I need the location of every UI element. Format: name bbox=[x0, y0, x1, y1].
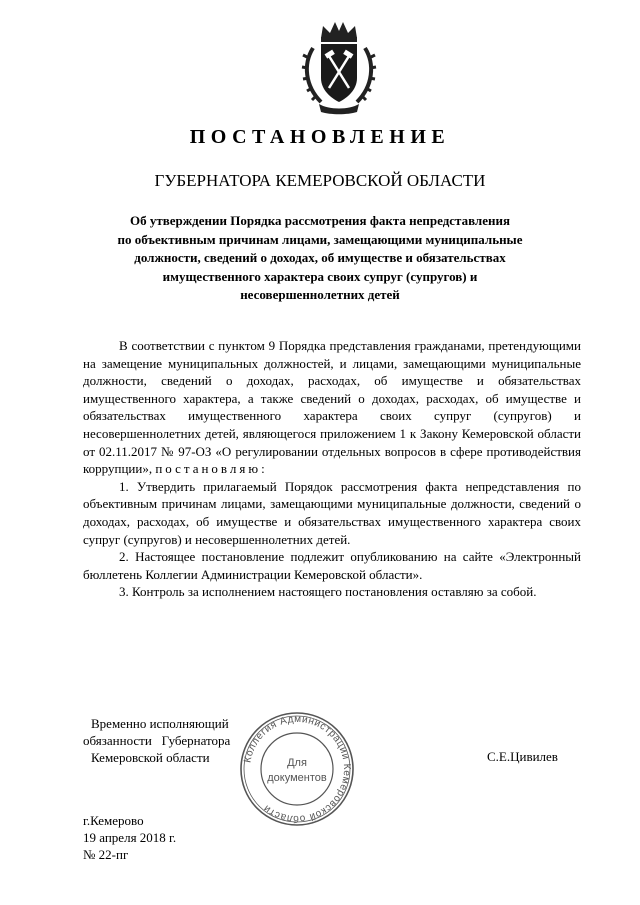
place-and-date bbox=[83, 812, 176, 863]
decree-item-1: 1. Утвердить прилагаемый Порядок рассмотрения факта непредставления по объективным причинам лицами, замещающими муниципальные должности, сведений о доходах, расходах, об имуществе и обязательствах имущественного характера своих супруг (супругов) и несовершеннолетних детей. bbox=[83, 478, 581, 547]
document-type-heading: ПОСТАНОВЛЕНИЕ bbox=[189, 126, 451, 148]
svg-text:Коллегия Администрации Кемеров bbox=[242, 714, 352, 825]
title-line: Об утверждении Порядка рассмотрения факта непредставления bbox=[129, 213, 511, 228]
coat-of-arms-emblem bbox=[299, 18, 379, 116]
title-line: должности, сведений о доходах, об имуществе и обязательствах bbox=[134, 250, 506, 266]
title-line: по объективным причинам лицами, замещающими муниципальные bbox=[117, 231, 523, 247]
decree-word: постановляю: bbox=[155, 461, 268, 477]
stamp-outer-text: Коллегия Администрации Кемеровской области bbox=[242, 713, 353, 825]
document-body bbox=[83, 337, 581, 601]
preamble-text: В соответствии с пунктом 9 Порядка представления гражданами, претендующими на замещение муниципальных должностей, и лицами, замещающими муниципальные должности, сведений о доходах, расходах, об имуществе и обязательствах имущественного характера, а также сведений о доходах, расходах, об имуществе и обязательствах имущественного характера своих супруг (супругов) и несовершеннолетних детей, являющегося приложением 1 к Закону Кемеровской области от 02.11.2017 № 97-ОЗ «О регулировании отдельных вопросов в сфере противодействия коррупции», bbox=[83, 338, 581, 477]
signatory-position bbox=[83, 715, 230, 766]
title-line: имущественного характера своих супруг (супругов) и bbox=[162, 268, 478, 284]
decree-item-3: 3. Контроль за исполнением настоящего постановления оставляю за собой. bbox=[119, 584, 537, 600]
official-stamp bbox=[238, 710, 356, 828]
decree-item-2: 2. Настоящее постановление подлежит опубликованию на сайте «Электронный бюллетень Коллегии Администрации Кемеровской области». bbox=[83, 549, 581, 582]
title-line: несовершеннолетних детей bbox=[240, 287, 400, 303]
document-title bbox=[60, 212, 580, 305]
stamp-inner-line-2: документов bbox=[267, 772, 327, 784]
position-line: Временно исполняющий bbox=[91, 716, 229, 731]
preamble-paragraph bbox=[83, 337, 581, 478]
signatory-name: С.Е.Цивилев bbox=[487, 749, 558, 764]
stamp-inner-line-1: Для bbox=[287, 757, 307, 769]
document-number: № 22-пг bbox=[83, 847, 129, 862]
issuing-authority: ГУБЕРНАТОРА КЕМЕРОВСКОЙ ОБЛАСТИ bbox=[154, 171, 486, 190]
document-date: 19 апреля 2018 г. bbox=[83, 830, 177, 845]
position-line: Кемеровской области bbox=[91, 750, 210, 765]
city: г.Кемерово bbox=[83, 813, 144, 828]
position-line: обязанности Губернатора bbox=[83, 733, 231, 748]
